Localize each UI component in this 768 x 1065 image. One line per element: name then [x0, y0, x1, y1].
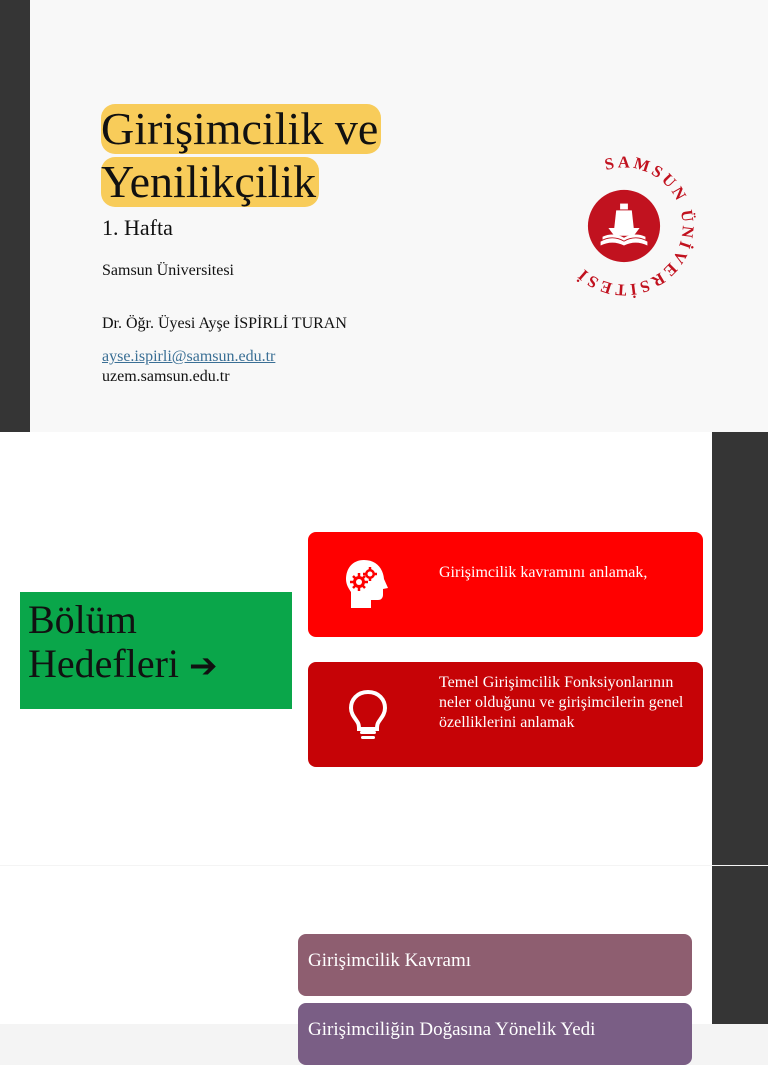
objective-card-1: [308, 532, 703, 637]
section-title-box: [20, 592, 292, 709]
topic-item-2[interactable]: Girişimciliğin Doğasına Yönelik Yedi: [298, 1003, 692, 1065]
objective-card-2: [308, 662, 703, 767]
lightbulb-icon: [344, 686, 392, 742]
website-text: uzem.samsun.edu.tr: [102, 368, 230, 385]
university-name: Samsun Üniversitesi: [102, 262, 234, 279]
section-title-line-1: Bölüm: [28, 597, 137, 642]
presentation-title: [101, 104, 461, 210]
objectives-slide: [0, 432, 768, 865]
email-link[interactable]: ayse.ispirli@samsun.edu.tr: [102, 348, 276, 365]
slide-sidebar: [712, 866, 768, 1024]
head-with-gears-icon: [344, 556, 392, 612]
title-line-2: Yenilikçilik: [101, 157, 319, 207]
section-title-line-2: [28, 642, 284, 688]
topics-slide: [0, 866, 768, 1040]
week-subtitle: 1. Hafta: [102, 215, 173, 240]
title-line-1: Girişimcilik ve: [101, 104, 381, 154]
arrow-right-icon: ➔: [189, 646, 218, 686]
slide-sidebar: [712, 432, 768, 865]
title-slide: [0, 0, 768, 432]
objective-text-2: Temel Girişimcilik Fonksiyonlarının neler olduğunu ve girişimcilerin genel özelliklerini anlamak: [439, 674, 684, 731]
topic-item-1[interactable]: Girişimcilik Kavramı: [298, 934, 692, 996]
slide-sidebar: [0, 0, 30, 432]
objective-text-1: Girişimcilik kavramını anlamak,: [439, 564, 648, 581]
author-name: Dr. Öğr. Üyesi Ayşe İSPİRLİ TURAN: [102, 315, 347, 332]
section-title-word: Hedefleri: [28, 641, 180, 686]
samsun-university-logo: [546, 148, 702, 304]
svg-text:SAMSUN ÜNİVERSİTESİ: SAMSUN ÜNİVERSİTESİ: [572, 152, 698, 300]
